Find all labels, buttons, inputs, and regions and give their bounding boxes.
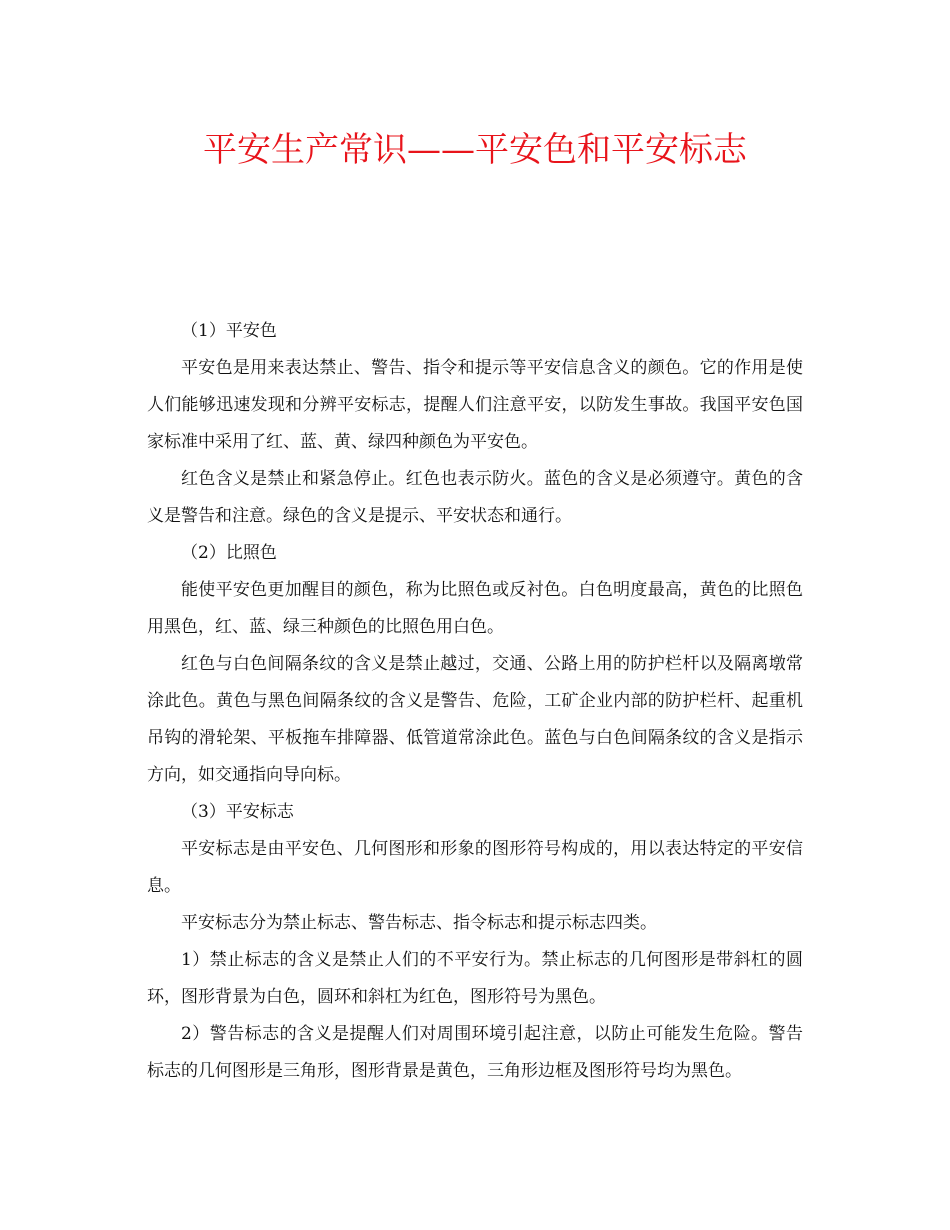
document-body <box>147 313 803 1090</box>
paragraph-safety-sign-definition: 平安标志是由平安色、几何图形和形象的图形符号构成的，用以表达特定的平安信息。 <box>147 839 803 896</box>
paragraph-stripe-meanings: 红色与白色间隔条纹的含义是禁止越过，交通、公路上用的防护栏杆以及隔离墩常涂此色。黄色与黑色间隔条纹的含义是警告、危险，工矿企业内部的防护栏杆、起重机吊钩的滑轮架、平板拖车排障器、低管道常涂此色。蓝色与白色间隔条纹的含义是指示方向，如交通指向导向标。 <box>147 654 803 785</box>
paragraph-prohibition-sign: 1）禁止标志的含义是禁止人们的不平安行为。禁止标志的几何图形是带斜杠的圆环，图形背景为白色，圆环和斜杠为红色，图形符号为黑色。 <box>147 950 803 1007</box>
paragraph-contrast-color-definition: 能使平安色更加醒目的颜色，称为比照色或反衬色。白色明度最高，黄色的比照色用黑色，红、蓝、绿三种颜色的比照色用白色。 <box>147 580 803 637</box>
paragraph-sign-categories: 平安标志分为禁止标志、警告标志、指令标志和提示标志四类。 <box>181 913 657 933</box>
section-heading-safety-sign: （3）平安标志 <box>181 802 294 822</box>
paragraph-warning-sign: 2）警告标志的含义是提醒人们对周围环境引起注意，以防止可能发生危险。警告标志的几何图形是三角形，图形背景是黄色，三角形边框及图形符号均为黑色。 <box>147 1024 803 1081</box>
paragraph-color-meanings: 红色含义是禁止和紧急停止。红色也表示防火。蓝色的含义是必须遵守。黄色的含义是警告和注意。绿色的含义是提示、平安状态和通行。 <box>147 469 803 526</box>
section-heading-safety-color: （1）平安色 <box>181 321 277 341</box>
paragraph-safety-color-definition: 平安色是用来表达禁止、警告、指令和提示等平安信息含义的颜色。它的作用是使人们能够迅速发现和分辨平安标志，提醒人们注意平安，以防发生事故。我国平安色国家标准中采用了红、蓝、黄、绿四种颜色为平安色。 <box>147 358 803 452</box>
section-heading-contrast-color: （2）比照色 <box>181 543 277 563</box>
document-title: 平安生产常识——平安色和平安标志 <box>203 130 747 170</box>
